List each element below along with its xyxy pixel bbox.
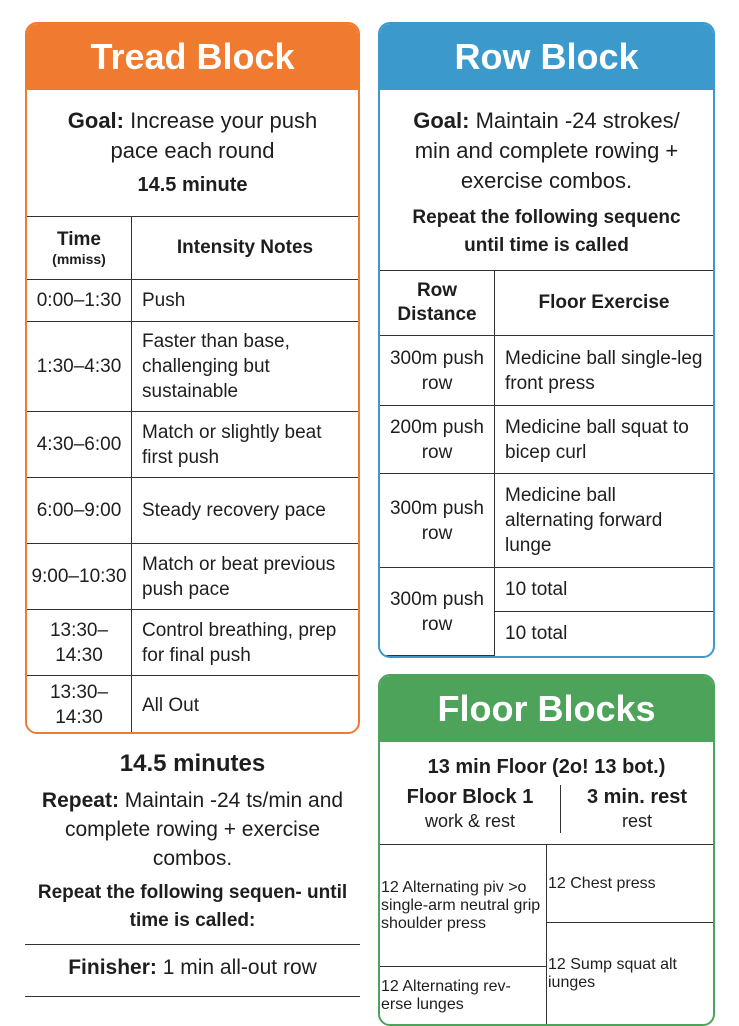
table-row xyxy=(380,845,713,923)
table-row xyxy=(27,544,358,610)
row-col-exercise: Floor Exercise xyxy=(495,271,714,336)
finisher-text: 1 min all-out row xyxy=(162,956,317,979)
bottom-repeat xyxy=(25,786,360,873)
tread-duration: 14.5 minute xyxy=(137,174,248,196)
floor-right-num: 12 xyxy=(548,955,566,973)
floor-left-cell: 12 Alternating piv >o single-arm neutral grip shoulder press xyxy=(380,845,547,967)
table-row xyxy=(27,412,358,478)
tread-block-title: Tread Block xyxy=(27,24,358,90)
table-row xyxy=(380,568,713,612)
row-distance-cell: 300m push row xyxy=(380,474,495,568)
tread-note-cell: Push xyxy=(132,280,359,322)
row-exercise-cell: Medicine ball alternating forward lunge xyxy=(495,474,714,568)
table-row xyxy=(27,280,358,322)
table-row xyxy=(380,406,713,474)
row-repeat-text: Repeat the following sequenc until time is called xyxy=(412,207,681,256)
tread-time-cell: 4:30–6:00 xyxy=(27,412,132,478)
tread-note-cell: Steady recovery pace xyxy=(132,478,359,544)
tread-goal-label: Goal: xyxy=(67,108,124,133)
floor-col2-sub: rest xyxy=(621,811,652,831)
table-row xyxy=(380,474,713,568)
floor-subtitle: 13 min Floor (2o! 13 bot.) xyxy=(427,756,666,778)
tread-note-cell: Match or slightly beat first push xyxy=(132,412,359,478)
tread-note-cell: Match or beat previous push pace xyxy=(132,544,359,610)
bottom-repeat2: Repeat the following sequen- until time is called: xyxy=(37,882,348,931)
table-row xyxy=(27,610,358,676)
floor-table xyxy=(380,844,713,1025)
floor-col2-title: 3 min. rest xyxy=(586,786,688,808)
bottom-duration: 14.5 minutes xyxy=(119,750,266,777)
table-row xyxy=(27,478,358,544)
floor-right-text: Sump squat alt iunges xyxy=(548,955,677,991)
tread-col-time-unit: (mmiss) xyxy=(52,251,106,267)
floor-col1-title: Floor Block 1 xyxy=(406,786,534,808)
tread-table xyxy=(27,216,358,734)
floor-col1-sub: work & rest xyxy=(424,811,516,831)
tread-goal xyxy=(27,90,358,166)
divider xyxy=(25,996,360,997)
tread-col-time-label: Time xyxy=(56,229,101,250)
floor-column-heads xyxy=(380,785,713,833)
row-exercise-cell: Medicine ball squat to bicep curl xyxy=(495,406,714,474)
floor-left-cell: 12 Alternating rev- erse lunges xyxy=(380,967,547,1025)
row-goal xyxy=(380,90,713,196)
row-exercise-cell: 10 total xyxy=(495,568,714,612)
row-distance-cell: 200m push row xyxy=(380,406,495,474)
row-exercise-cell: Medicine ball single-leg front press xyxy=(495,336,714,406)
row-distance-cell: 300m push row xyxy=(380,568,495,656)
tread-goal-text: Increase your push pace each round xyxy=(110,108,318,163)
bottom-summary xyxy=(25,746,360,935)
tread-time-cell: 1:30–4:30 xyxy=(27,322,132,412)
finisher xyxy=(25,956,360,980)
row-goal-text: Maintain -24 strokes/ min and complete rowing + exercise combos. xyxy=(414,108,680,193)
floor-right-cell xyxy=(547,923,714,1025)
row-goal-label: Goal: xyxy=(413,108,470,133)
floor-right-num: 12 xyxy=(548,874,566,892)
floor-right-cell xyxy=(547,845,714,923)
row-block-card xyxy=(378,22,715,658)
tread-time-cell: 0:00–1:30 xyxy=(27,280,132,322)
row-table xyxy=(380,270,713,656)
tread-note-cell: Faster than base, challenging but sustainable xyxy=(132,322,359,412)
floor-blocks-title: Floor Blocks xyxy=(380,676,713,742)
table-row xyxy=(27,322,358,412)
floor-blocks-card xyxy=(378,674,715,1026)
tread-time-cell: 9:00–10:30 xyxy=(27,544,132,610)
tread-note-cell: Control breathing, prep for final push xyxy=(132,610,359,676)
tread-time-cell: 13:30–14:30 xyxy=(27,676,132,735)
tread-time-cell: 13:30–14:30 xyxy=(27,610,132,676)
row-table-header xyxy=(380,271,713,336)
bottom-repeat-text: Maintain -24 ts/min and complete rowing + exercise combos. xyxy=(64,789,344,870)
row-distance-cell: 300m push row xyxy=(380,336,495,406)
finisher-label: Finisher: xyxy=(68,956,157,979)
tread-time-cell: 6:00–9:00 xyxy=(27,478,132,544)
table-row xyxy=(380,336,713,406)
floor-col2-head xyxy=(561,785,713,833)
tread-table-header xyxy=(27,217,358,280)
tread-col-time xyxy=(27,217,132,280)
row-col-distance: Row Distance xyxy=(380,271,495,336)
tread-note-cell: All Out xyxy=(132,676,359,735)
bottom-repeat-label: Repeat: xyxy=(41,789,119,812)
divider xyxy=(25,944,360,945)
tread-col-notes: Intensity Notes xyxy=(132,217,359,280)
row-exercise-cell: 10 total xyxy=(495,612,714,656)
row-block-title: Row Block xyxy=(380,24,713,90)
floor-col1-head xyxy=(380,785,561,833)
tread-block-card xyxy=(25,22,360,734)
floor-right-text: Chest press xyxy=(570,874,656,892)
table-row xyxy=(27,676,358,735)
